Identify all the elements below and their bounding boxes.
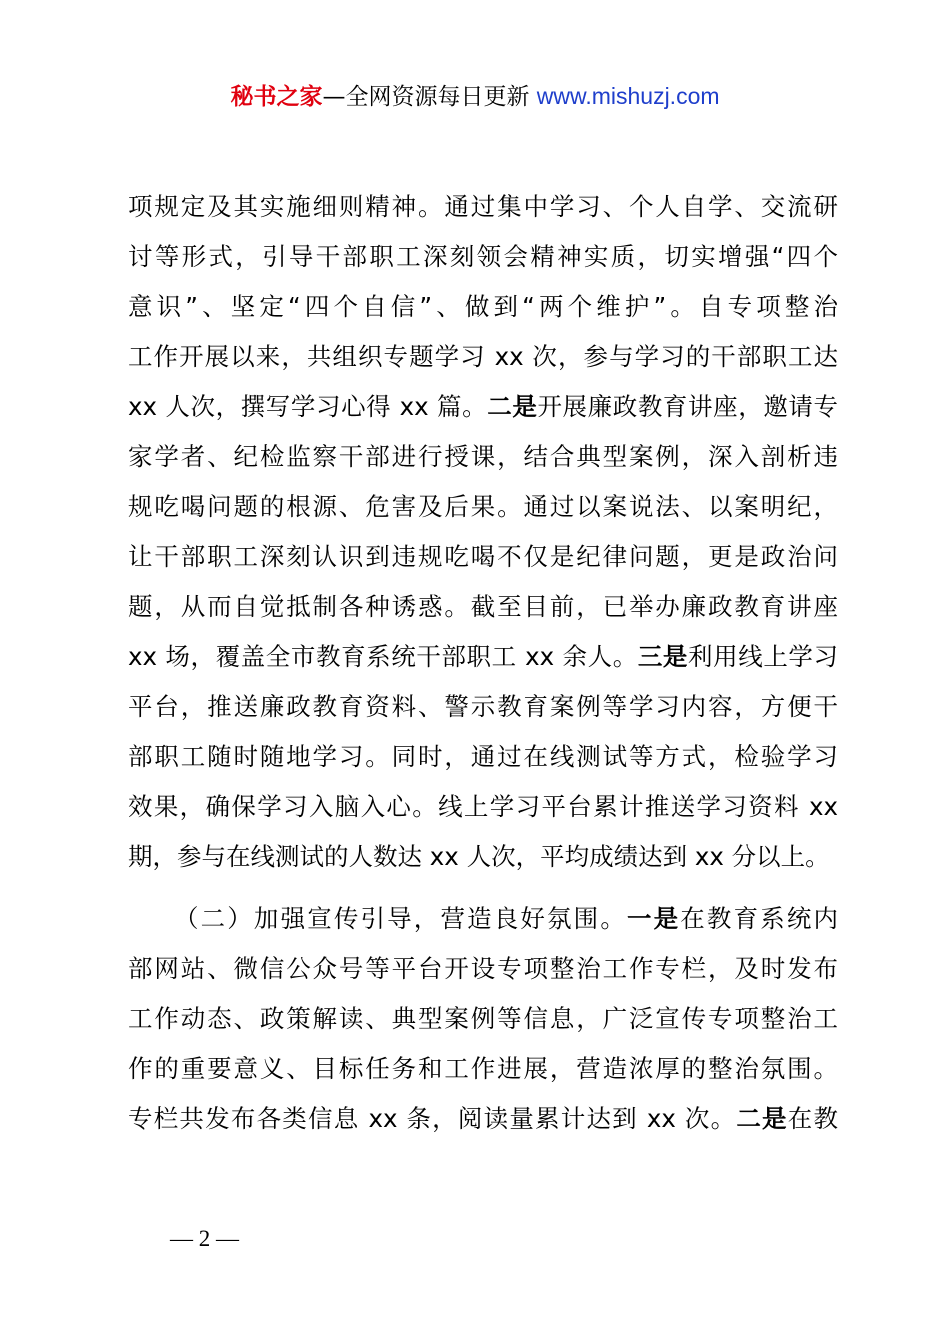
bold-marker-one: 一是 bbox=[626, 904, 681, 933]
text-line: 规吃喝问题的根源、危害及后果。通过以案说法、以案明纪， bbox=[128, 492, 838, 521]
text-line bbox=[128, 382, 838, 432]
text-line: 期，参与在线测试的人数达 xx 人次，平均成绩达到 xx 分以上。 bbox=[128, 842, 830, 871]
header-brand: 秘书之家 bbox=[230, 84, 323, 110]
bold-marker-two: 二是 bbox=[736, 1104, 788, 1133]
text-line: 部网站、微信公众号等平台开设专项整治工作专栏，及时发布 bbox=[128, 954, 838, 983]
text-run: 专栏共发布各类信息 xx 条，阅读量累计达到 xx 次。 bbox=[128, 1104, 737, 1133]
bold-marker-two: 二是 bbox=[487, 392, 538, 421]
bold-marker-three: 三是 bbox=[637, 642, 689, 671]
text-run: 在教 bbox=[787, 1104, 838, 1133]
text-run: 利用线上学习 bbox=[688, 642, 839, 671]
text-line: 家学者、纪检监察干部进行授课，结合典型案例，深入剖析违 bbox=[128, 442, 838, 471]
page-header bbox=[0, 80, 950, 113]
header-url-link[interactable]: www.mishuzj.com bbox=[536, 83, 720, 109]
text-line: 工作开展以来，共组织专题学习 xx 次，参与学习的干部职工达 bbox=[128, 342, 838, 371]
page-number: — 2 — bbox=[170, 1226, 239, 1251]
text-line: 意识”、坚定“四个自信”、做到“两个维护”。自专项整治 bbox=[128, 292, 838, 321]
text-line: 平台，推送廉政教育资料、警示教育案例等学习内容，方便干 bbox=[128, 692, 838, 721]
text-line bbox=[128, 1094, 838, 1144]
text-line: 作的重要意义、目标任务和工作进展，营造浓厚的整治氛围。 bbox=[128, 1054, 838, 1083]
text-line: 效果，确保学习入脑入心。线上学习平台累计推送学习资料 xx bbox=[128, 792, 838, 821]
text-line: 题，从而自觉抵制各种诱惑。截至目前，已举办廉政教育讲座 bbox=[128, 592, 838, 621]
paragraph-gap bbox=[128, 882, 838, 894]
paragraph-1 bbox=[128, 182, 838, 882]
document-body bbox=[128, 182, 838, 1144]
text-run: xx 人次，撰写学习心得 xx 篇。 bbox=[128, 392, 488, 421]
text-line bbox=[128, 894, 838, 944]
text-line: 工作动态、政策解读、典型案例等信息，广泛宣传专项整治工 bbox=[128, 1004, 838, 1033]
text-run: 在教育系统内 bbox=[680, 904, 839, 933]
text-run: xx 场，覆盖全市教育系统干部职工 xx 余人。 bbox=[128, 642, 638, 671]
text-line: 让干部职工深刻认识到违规吃喝不仅是纪律问题，更是政治问 bbox=[128, 542, 838, 571]
text-line: 讨等形式，引导干部职工深刻领会精神实质，切实增强“四个 bbox=[128, 242, 838, 271]
paragraph-2 bbox=[128, 894, 838, 1144]
text-line: 部职工随时随地学习。同时，通过在线测试等方式，检验学习 bbox=[128, 742, 838, 771]
text-line bbox=[128, 632, 838, 682]
text-run: 开展廉政教育讲座，邀请专 bbox=[537, 392, 839, 421]
text-line: 项规定及其实施细则精神。通过集中学习、个人自学、交流研 bbox=[128, 192, 838, 221]
section-heading: （二）加强宣传引导，营造良好氛围。 bbox=[174, 904, 627, 933]
header-tagline: —全网资源每日更新 bbox=[322, 84, 537, 110]
